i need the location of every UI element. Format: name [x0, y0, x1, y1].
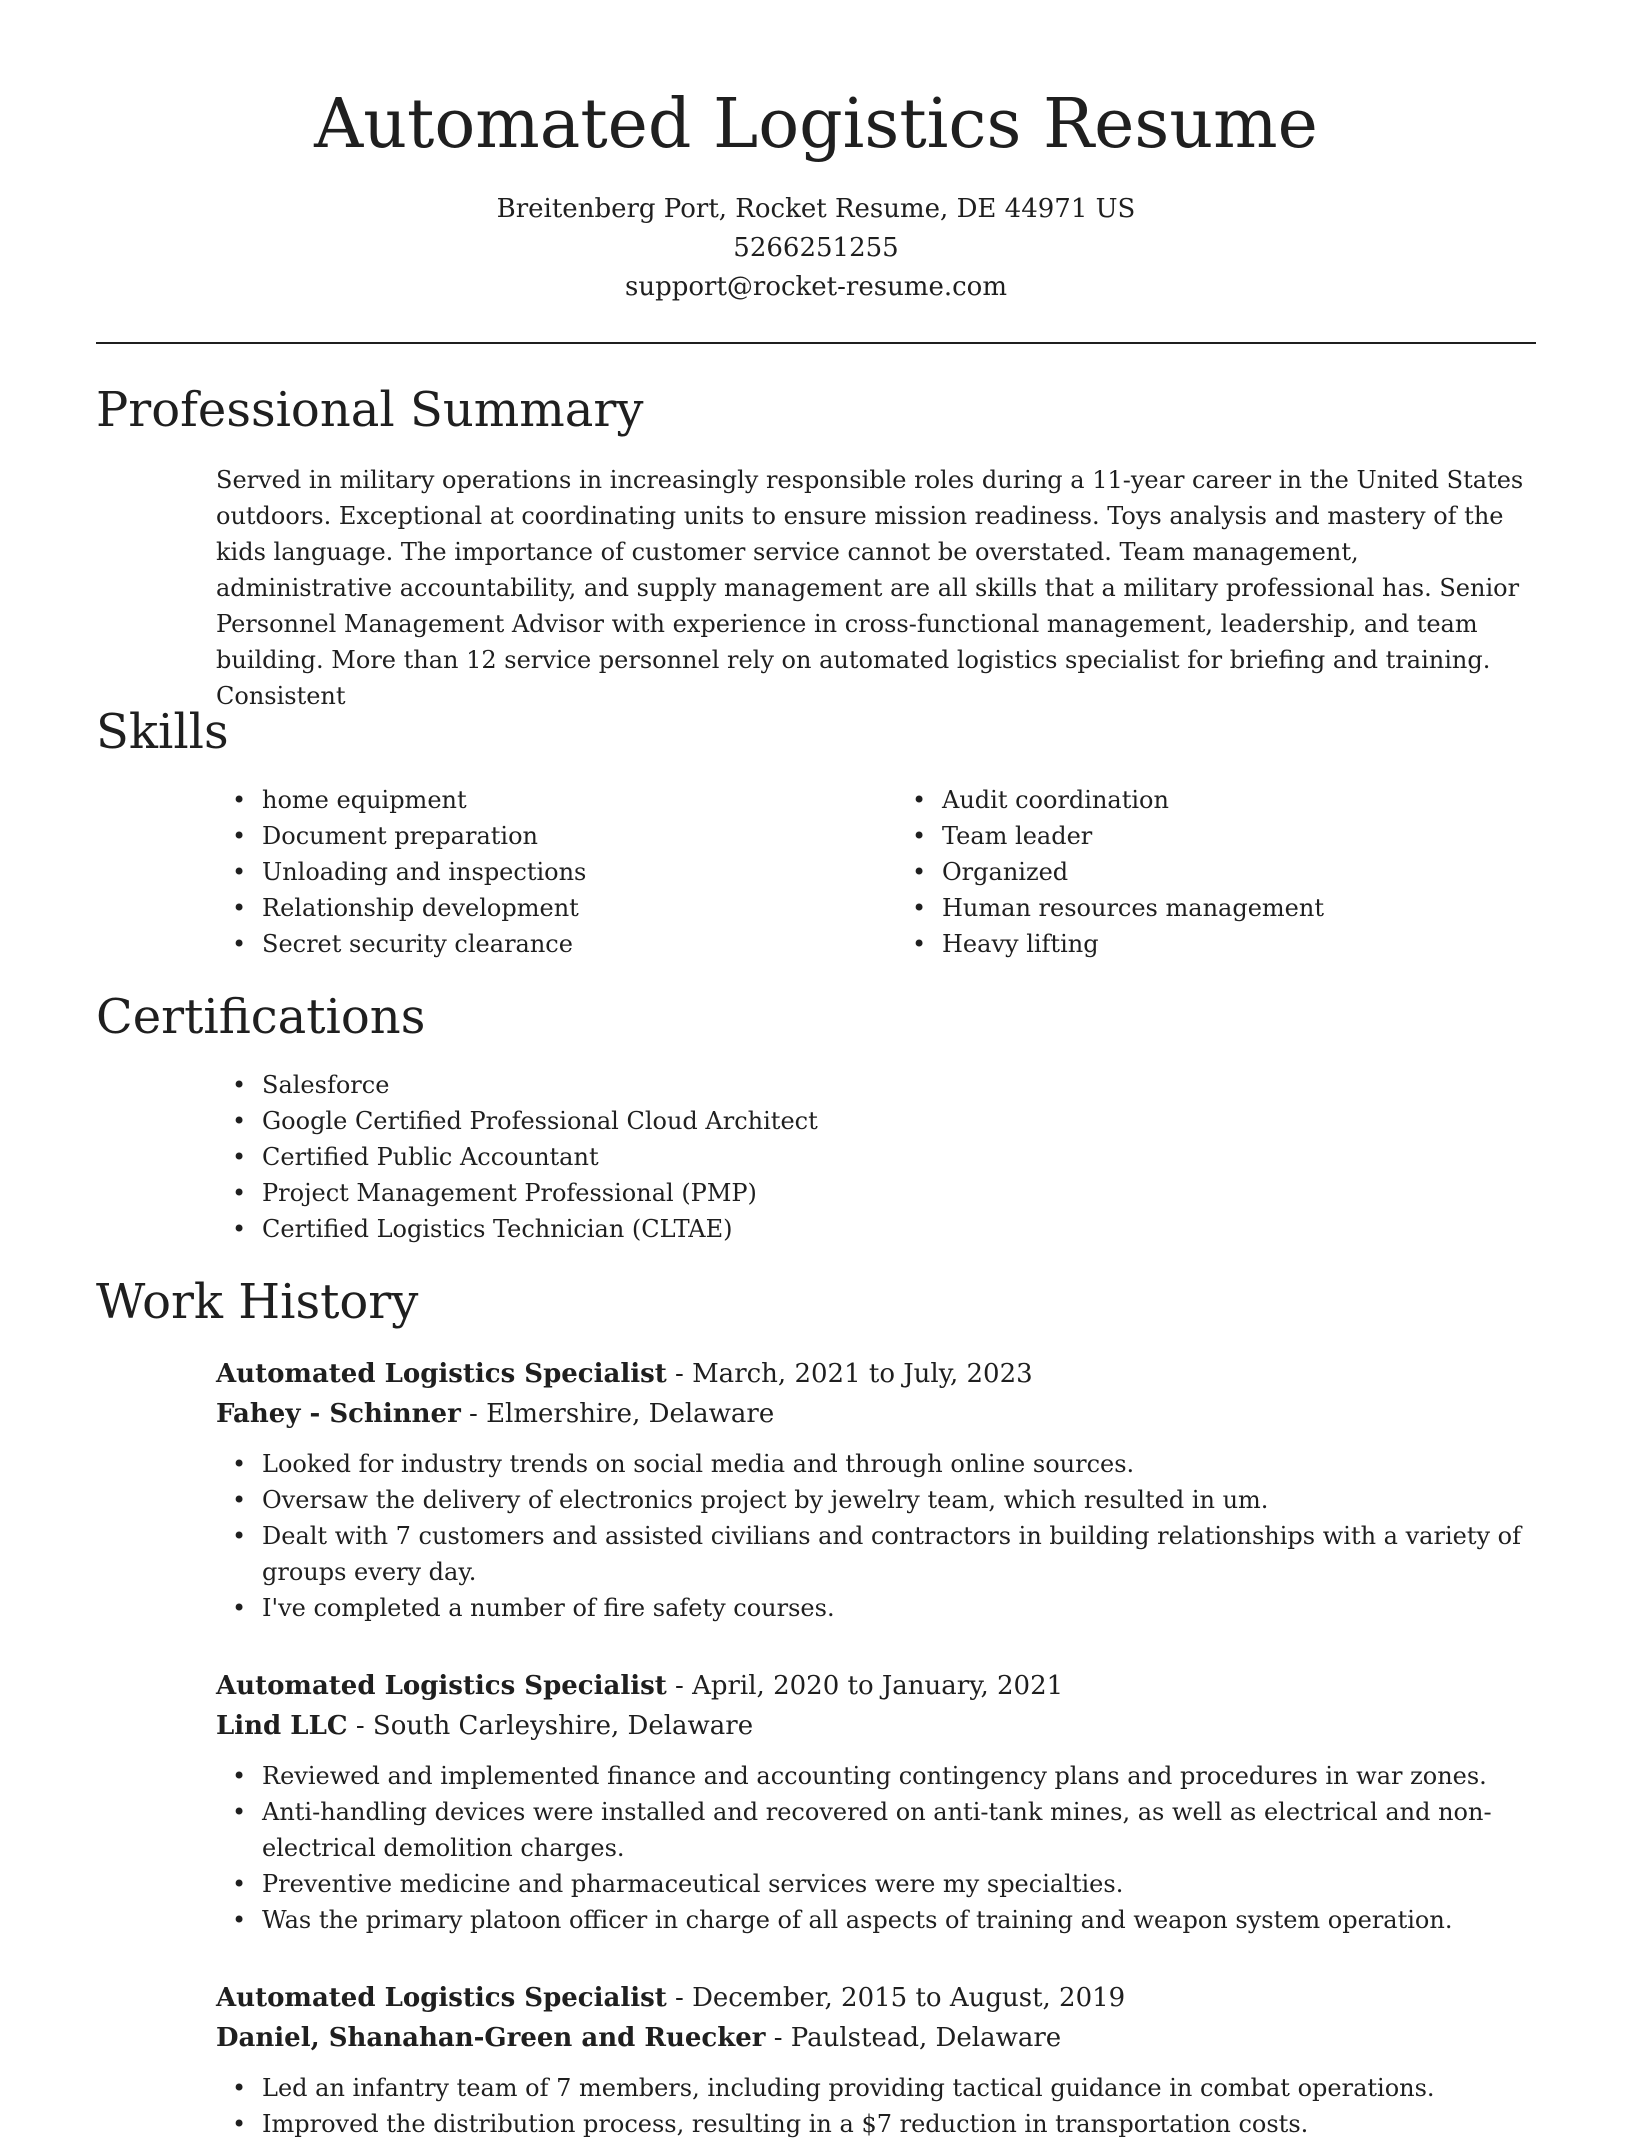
skills-columns	[96, 782, 1536, 962]
certifications-list	[96, 1067, 1536, 1247]
certifications-section	[96, 985, 1536, 1247]
certification-item: • Google Certified Professional Cloud Architect	[262, 1103, 1536, 1139]
job-company: Fahey - Schinner	[216, 1399, 461, 1429]
job-duties-list	[216, 1758, 1536, 1938]
summary-section	[96, 378, 1536, 714]
job-entry	[216, 1354, 1536, 1626]
skill-item: • home equipment	[262, 782, 912, 818]
skills-section	[96, 700, 1536, 962]
job-dates: - April, 2020 to January, 2021	[666, 1671, 1064, 1701]
job-duty: • I've completed a number of fire safety courses.	[262, 1590, 1522, 1626]
job-company-line	[216, 2018, 1536, 2058]
job-duty: • Dealt with 7 customers and assisted civilians and contractors in building relationships with a variety of groups every day.	[262, 1518, 1522, 1590]
skill-item: • Relationship development	[262, 890, 912, 926]
certification-item: • Certified Public Accountant	[262, 1139, 1536, 1175]
job-duty: • Led an infantry team of 7 members, including providing tactical guidance in combat operations.	[262, 2070, 1522, 2106]
job-title-line	[216, 1666, 1536, 1706]
header-divider	[96, 342, 1536, 344]
job-company: Daniel, Shanahan-Green and Ruecker	[216, 2023, 766, 2053]
skill-item: • Document preparation	[262, 818, 912, 854]
job-dates: - March, 2021 to July, 2023	[666, 1359, 1033, 1389]
job-role: Automated Logistics Specialist	[216, 1671, 667, 1701]
job-company-line	[216, 1706, 1536, 1746]
summary-text: Served in military operations in increasingly responsible roles during a 11-year career in the United States outdoors. Exceptional at coordinating units to ensure mission readiness. Toys analysis and mastery of the kids language. The importance of customer service cannot be overstated. Team management, administrative accountability, and supply management are all skills that a military professional has. Senior Personnel Management Advisor with experience in cross-functional management, leadership, and team building. More than 12 service personnel rely on automated logistics specialist for briefing and training. Consistent	[216, 466, 1524, 710]
job-role: Automated Logistics Specialist	[216, 1983, 667, 2013]
work-history-section	[96, 1270, 1536, 2142]
certification-item: • Certified Logistics Technician (CLTAE)	[262, 1211, 1536, 1247]
resume-title: Automated Logistics Resume	[314, 85, 1318, 164]
address-text: Breitenberg Port, Rocket Resume, DE 44971 US	[496, 194, 1136, 224]
job-location: - Elmershire, Delaware	[460, 1399, 775, 1429]
skill-item: • Team leader	[942, 818, 1324, 854]
job-duty: • Oversaw the delivery of electronics project by jewelry team, which resulted in um.	[262, 1482, 1522, 1518]
phone-text: 5266251255	[733, 233, 899, 263]
job-duty: • Preventive medicine and pharmaceutical services were my specialties.	[262, 1866, 1522, 1902]
job-dates: - December, 2015 to August, 2019	[666, 1983, 1126, 2013]
work-history-heading: Work History	[96, 1274, 419, 1330]
job-company: Lind LLC	[216, 1711, 348, 1741]
job-role: Automated Logistics Specialist	[216, 1359, 667, 1389]
job-duty: • Improved the distribution process, resulting in a $7 reduction in transportation costs.	[262, 2106, 1522, 2142]
job-duties-list	[216, 1446, 1536, 1626]
job-title-line	[216, 1978, 1536, 2018]
job-title-line	[216, 1354, 1536, 1394]
job-company-line	[216, 1394, 1536, 1434]
job-location: - South Carleyshire, Delaware	[347, 1711, 754, 1741]
skills-list-right	[912, 782, 1324, 962]
certification-item: • Project Management Professional (PMP)	[262, 1175, 1536, 1211]
email-text: support@rocket-resume.com	[624, 272, 1007, 302]
job-duty: • Reviewed and implemented finance and accounting contingency plans and procedures in war zones.	[262, 1758, 1522, 1794]
job-location: - Paulstead, Delaware	[765, 2023, 1062, 2053]
skills-list-left	[96, 782, 912, 962]
contact-block	[0, 190, 1632, 307]
certification-item: • Salesforce	[262, 1067, 1536, 1103]
job-entry	[216, 1666, 1536, 1938]
skills-heading: Skills	[96, 704, 229, 760]
job-duty: • Was the primary platoon officer in charge of all aspects of training and weapon system operation.	[262, 1902, 1522, 1938]
skill-item: • Unloading and inspections	[262, 854, 912, 890]
summary-heading: Professional Summary	[96, 382, 644, 438]
certifications-heading: Certifications	[96, 989, 426, 1045]
job-duty: • Anti-handling devices were installed and recovered on anti-tank mines, as well as electrical and non-electrical demolition charges.	[262, 1794, 1522, 1866]
skill-item: • Organized	[942, 854, 1324, 890]
job-entry	[216, 1978, 1536, 2142]
job-duties-list	[216, 2070, 1536, 2142]
skill-item: • Human resources management	[942, 890, 1324, 926]
skill-item: • Audit coordination	[942, 782, 1324, 818]
job-duty: • Looked for industry trends on social media and through online sources.	[262, 1446, 1522, 1482]
skill-item: • Heavy lifting	[942, 926, 1324, 962]
skill-item: • Secret security clearance	[262, 926, 912, 962]
